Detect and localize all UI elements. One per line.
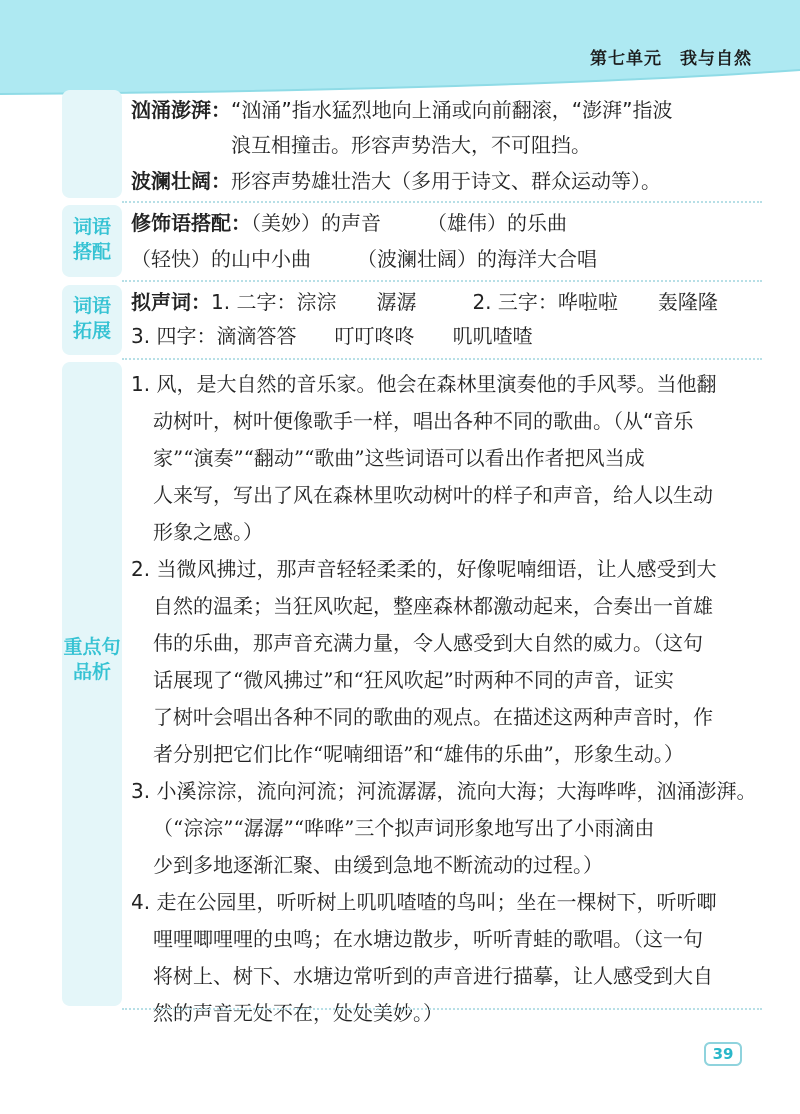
text-line: 然的声音无处不在，处处美妙。） (153, 1001, 443, 1025)
text-line: 1. 风，是大自然的音乐家。他会在森林里演奏他的手风琴。当他翻 (131, 372, 717, 396)
sentence-2 (131, 551, 742, 773)
text-line: 人来写，写出了风在森林里吹动树叶的样子和声音，给人以生动 (153, 483, 713, 507)
text-line: 家”“演奏”“翻动”“歌曲”这些词语可以看出作者把风当成 (153, 446, 645, 470)
vocab-bolan (131, 168, 661, 194)
text-line: 话展现了“微风拂过”和“狂风吹起”时两种不同的声音，证实 (153, 668, 674, 692)
text-line: 者分别把它们比作“呢喃细语”和“雄伟的乐曲”，形象生动。） (153, 742, 684, 766)
divider (122, 280, 762, 282)
vocab-xiongyong-line2 (231, 132, 591, 158)
four-char-label: 3. 四字： (131, 324, 217, 348)
collocation-title: 修饰语搭配： (131, 211, 251, 235)
onomatopoeia-word: 叮叮咚咚 (334, 324, 415, 348)
text-line: 了树叶会唱出各种不同的歌曲的观点。在描述这两种声音时，作 (153, 705, 713, 729)
text-line: 少到多地逐渐汇聚、由缓到急地不断流动的过程。） (153, 853, 603, 877)
collocation-item: （美妙）的声音 (251, 211, 381, 235)
label-expansion: 词语 拓展 (72, 295, 111, 342)
sentence-1 (131, 366, 742, 551)
expansion-row-2 (131, 323, 532, 349)
text-line: 2. 当微风拂过，那声音轻轻柔柔的，好像呢喃细语，让人感受到大 (131, 557, 717, 581)
side-block-vocab (62, 90, 122, 198)
collocation-row-2 (131, 246, 597, 272)
collocation-row-1 (131, 210, 567, 236)
page-number: 39 (704, 1042, 742, 1066)
divider (122, 1008, 762, 1010)
def-xiongyong-1: “汹涌”指水猛烈地向上涌或向前翻滚，“澎湃”指波 (231, 98, 673, 122)
onomatopoeia-word: 叽叽喳喳 (452, 324, 533, 348)
text-line: 伟的乐曲，那声音充满力量，令人感受到大自然的威力。（这句 (153, 631, 703, 655)
expansion-title: 拟声词： (131, 290, 211, 314)
text-line: 3. 小溪淙淙，流向河流；河流潺潺，流向大海；大海哗哗，汹涌澎湃。 (131, 779, 757, 803)
onomatopoeia-word: 哗啦啦 (557, 290, 618, 314)
unit-title (590, 44, 752, 69)
sentence-3 (131, 773, 757, 884)
def-bolan: 形容声势雄壮浩大（多用于诗文、群众运动等）。 (231, 169, 661, 193)
collocation-item: （轻快）的山中小曲 (131, 247, 311, 271)
two-char-label: 1. 二字： (211, 290, 297, 314)
term-xiongyong: 汹涌澎湃： (131, 98, 231, 122)
onomatopoeia-word: 滴滴答答 (216, 324, 297, 348)
collocation-item: （波澜壮阔）的海洋大合唱 (357, 247, 597, 271)
divider (122, 358, 762, 360)
expansion-row-1 (131, 289, 718, 315)
three-char-label: 2. 三字： (472, 290, 558, 314)
onomatopoeia-word: 轰隆隆 (657, 290, 718, 314)
label-key-sentences: 重点句 品析 (63, 636, 121, 683)
text-line: 动树叶，树叶便像歌手一样，唱出各种不同的歌曲。（从“音乐 (153, 409, 694, 433)
text-line: 哩哩唧哩哩的虫鸣；在水塘边散步，听听青蛙的歌唱。（这一句 (153, 927, 703, 951)
onomatopoeia-word: 潺潺 (376, 290, 417, 314)
text-line: （“淙淙”“潺潺”“哗哗”三个拟声词形象地写出了小雨滴由 (153, 816, 655, 840)
text-line: 形象之感。） (153, 520, 263, 544)
text-line: 将树上、树下、水塘边常听到的声音进行描摹，让人感受到大自 (153, 964, 713, 988)
divider (122, 201, 762, 203)
text-line: 4. 走在公园里，听听树上叽叽喳喳的鸟叫；坐在一棵树下，听听唧 (131, 890, 717, 914)
unit-theme: 我与自然 (680, 49, 752, 69)
def-xiongyong-2: 浪互相撞击。形容声势浩大，不可阻挡。 (231, 133, 591, 157)
collocation-item: （雄伟）的乐曲 (427, 211, 567, 235)
key-sentences (131, 366, 757, 1032)
text-line: 自然的温柔；当狂风吹起，整座森林都激动起来，合奏出一首雄 (153, 594, 713, 618)
onomatopoeia-word: 淙淙 (296, 290, 337, 314)
term-bolan: 波澜壮阔： (131, 169, 231, 193)
label-collocation: 词语 搭配 (72, 216, 111, 263)
vocab-xiongyong-line1 (131, 97, 672, 123)
unit-label: 第七单元 (590, 49, 662, 69)
